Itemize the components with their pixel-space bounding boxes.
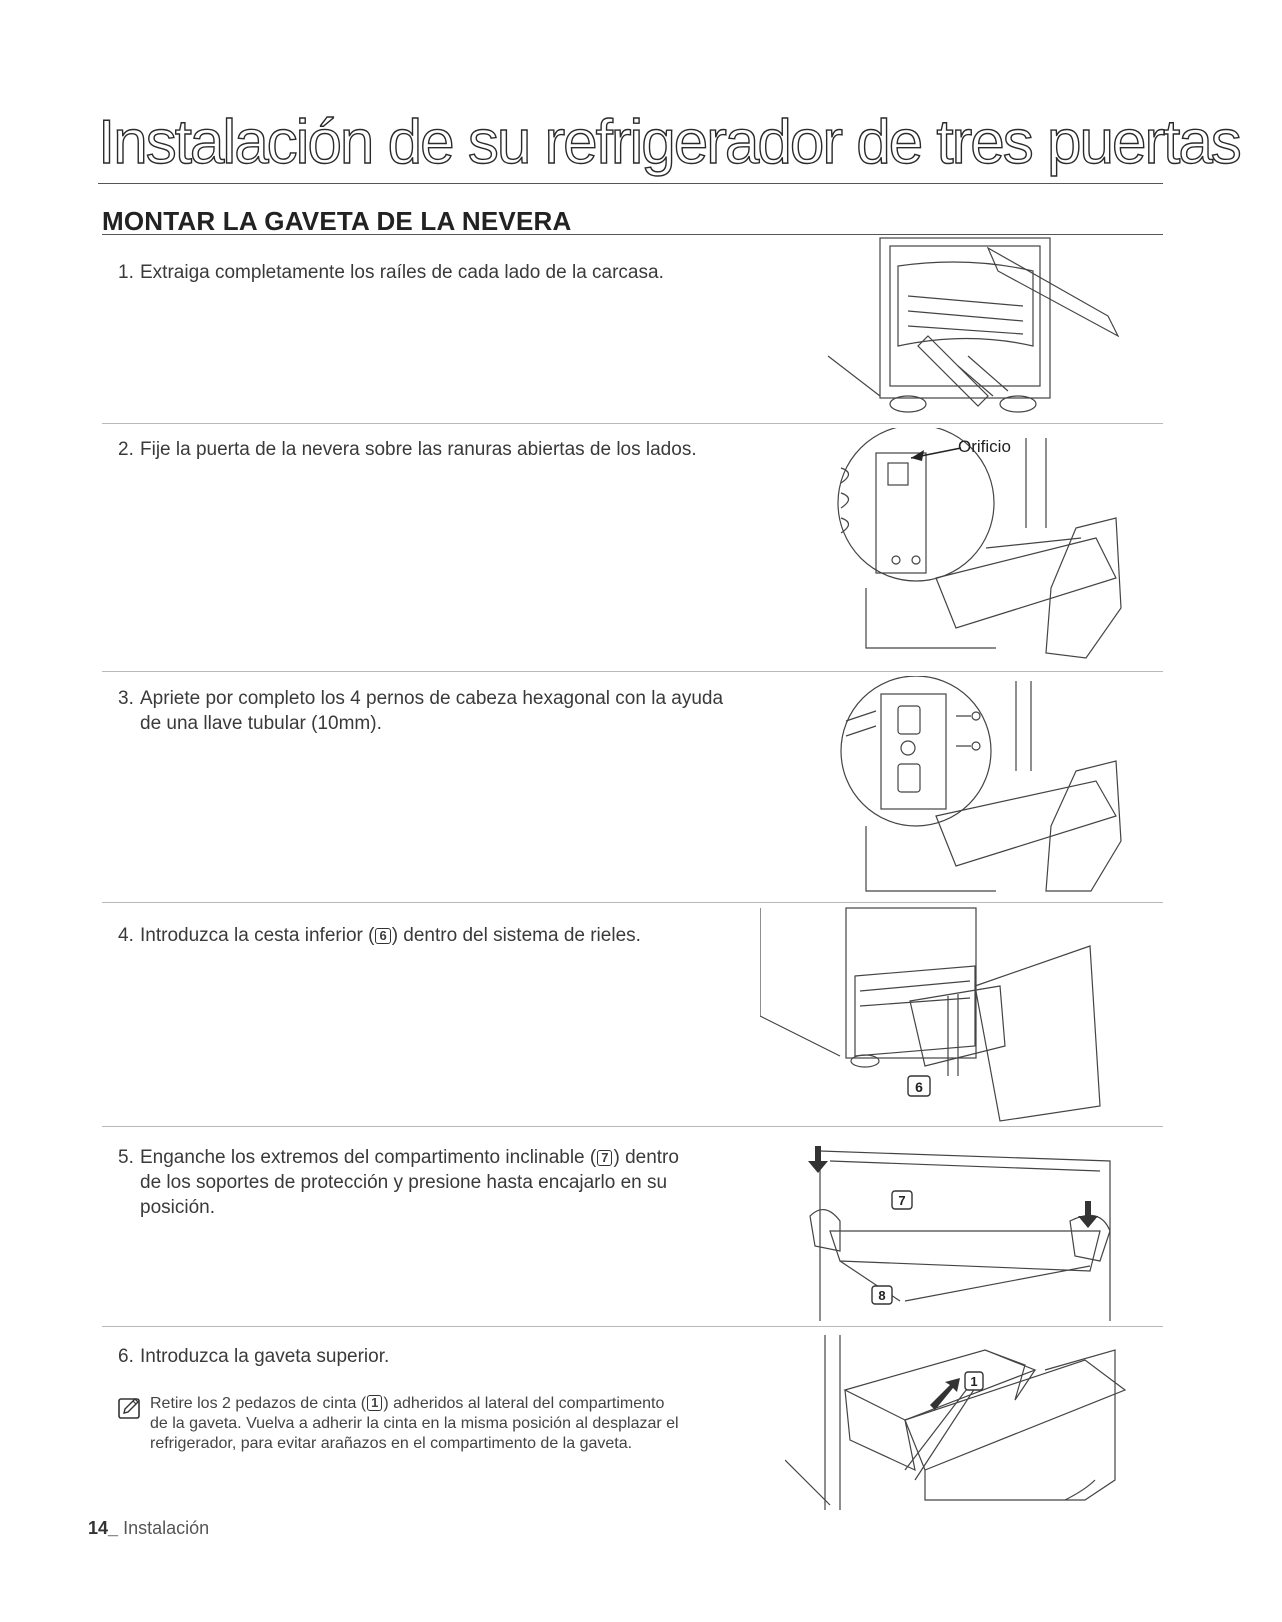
ref-badge: 1 <box>367 1395 382 1411</box>
figure-label-6: 6 <box>915 1079 923 1095</box>
step-3: 3. Apriete por completo los 4 pernos de cabeza hexagonal con la ayuda de una llave tubular (10mm). <box>118 688 724 734</box>
ref-badge: 7 <box>597 1150 612 1166</box>
section-heading: MONTAR LA GAVETA DE LA NEVERA <box>102 206 572 236</box>
note-pencil-icon <box>118 1396 142 1420</box>
page-title: Instalación de su refrigerador de tres puertas <box>98 108 1240 177</box>
step-divider <box>102 671 1163 672</box>
title-rule <box>98 183 1163 184</box>
step-divider <box>102 1126 1163 1127</box>
figure-label-8: 8 <box>878 1288 886 1303</box>
step-5: 5. Enganche los extremos del compartimento inclinable ( 7 ) dentro de los soportes de protección y presione hasta encajarlo en su posición. <box>118 1147 679 1218</box>
figure-tilt-compartment <box>800 1131 1160 1323</box>
note: Retire los 2 pedazos de cinta ( 1 ) adheridos al lateral del compartimento de la gaveta. Vuelva a adherir la cinta en la misma posición al desplazar el refrigerador, para evitar arañazos en el compartimento de la gaveta. <box>118 1394 808 1454</box>
step-1: 1. Extraiga completamente los raíles de cada lado de la carcasa. <box>118 262 664 283</box>
page-number: 14_ <box>88 1518 119 1538</box>
step-4: 4. Introduzca la cesta inferior ( 6 ) dentro del sistema de rieles. <box>118 925 641 946</box>
page-footer <box>88 1518 209 1539</box>
step-divider <box>102 423 1163 424</box>
figure-upper-drawer <box>785 1330 1155 1530</box>
figure-door-slots <box>836 428 1156 668</box>
figure-label-7: 7 <box>898 1193 906 1208</box>
footer-section: Instalación <box>123 1518 210 1538</box>
step-6: 6. Introduzca la gaveta superior. <box>118 1346 390 1367</box>
figure-rails <box>818 236 1158 416</box>
step-divider <box>102 902 1163 903</box>
section-rule <box>102 234 1163 235</box>
step-2: 2. Fije la puerta de la nevera sobre las ranuras abiertas de los lados. <box>118 439 697 460</box>
ref-badge: 6 <box>375 928 390 944</box>
figure-label-orificio: Orificio <box>958 437 1011 456</box>
figure-label-1: 1 <box>970 1374 978 1389</box>
figure-hex-bolts <box>836 676 1156 901</box>
step-divider <box>102 1326 1163 1327</box>
figure-lower-basket <box>760 906 1160 1124</box>
